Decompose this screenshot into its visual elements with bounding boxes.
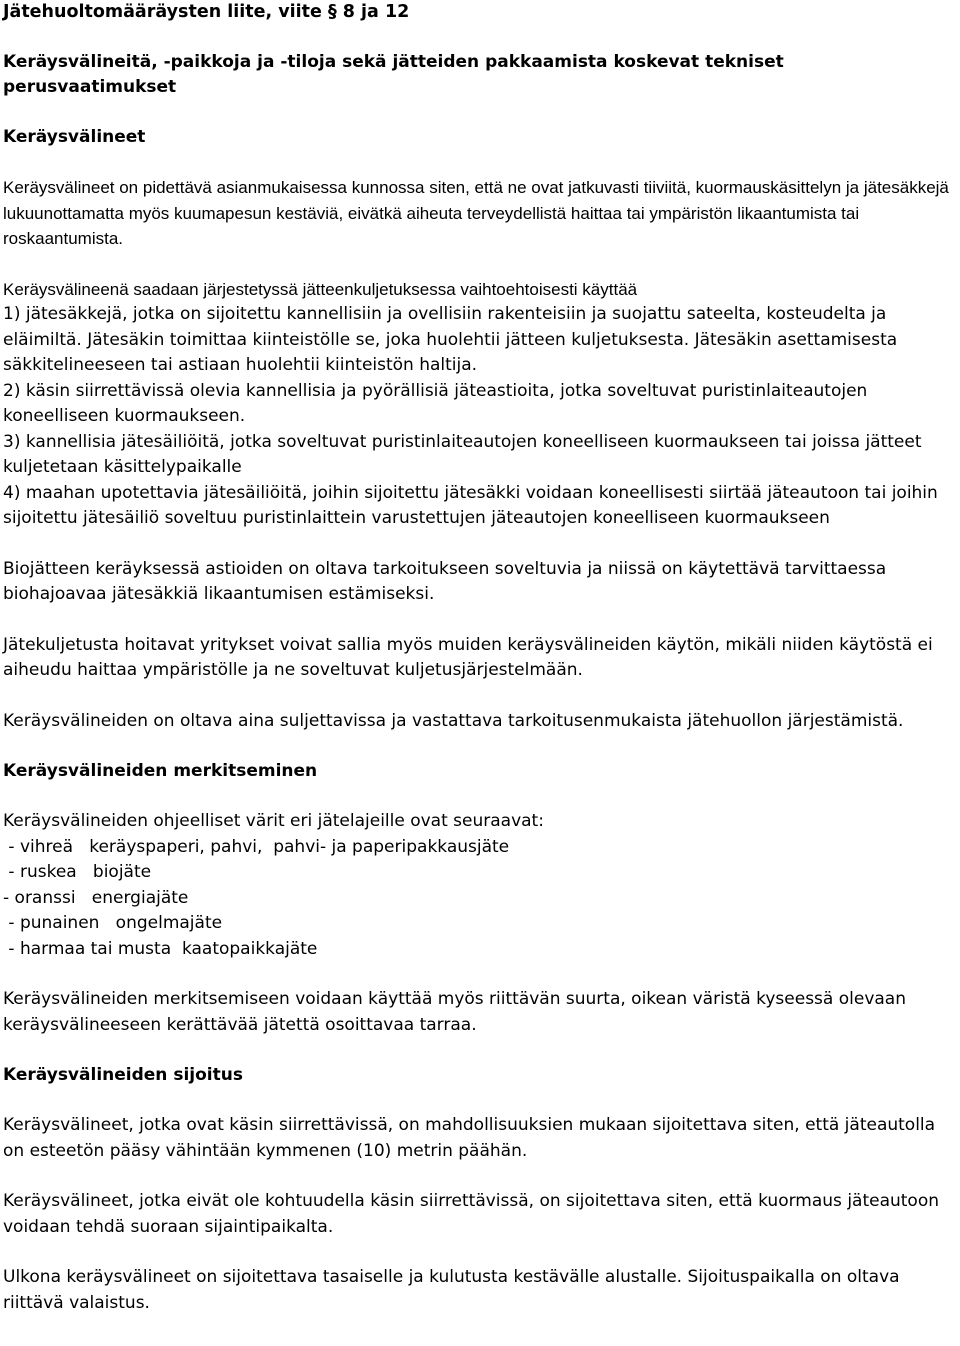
paragraph-sticker: Keräysvälineiden merkitsemiseen voidaan käyttää myös riittävän suurta, oikean väristä kyseessä olevaan keräysvälineeseen kerättävää jätettä osoittavaa tarraa. xyxy=(3,989,906,1035)
color-waste-type: kaatopaikkajäte xyxy=(181,938,318,959)
option-item-1-placement: Jätesäkin asettamisesta säkkitelineeseen tai astiaan huolehtii kiinteistön haltija. xyxy=(3,329,898,375)
color-name: vihreä xyxy=(19,836,74,857)
option-item-1-delivery: Jätesäkin toimittaa kiinteistölle se, joka huolehtii jätteen kuljetuksesta. xyxy=(87,329,690,350)
collection-options-list xyxy=(3,277,958,532)
color-waste-type: keräyspaperi, pahvi, pahvi- ja paperipakkausjäte xyxy=(89,836,510,857)
document-page xyxy=(3,0,958,1316)
document-title: Jätehuoltomääräysten liite, viite § 8 ja 12 xyxy=(3,2,410,22)
section-heading-keraysvalineet: Keräysvälineet xyxy=(3,127,146,147)
color-name: ruskea xyxy=(19,862,77,882)
color-waste-type: ongelmajäte xyxy=(115,913,223,933)
option-item-4: 4) maahan upotettavia jätesäiliöitä, joihin sijoitettu jätesäkki voidaan koneellisesti siirtää jäteautoon tai joihin sijoitettu jätesäiliö soveltuu puristinlaittein varustettujen jäteautojen koneelliseen kuormaukseen xyxy=(3,482,938,528)
color-name: harmaa tai musta xyxy=(19,938,172,959)
section-heading-sijoitus: Keräysvälineiden sijoitus xyxy=(3,1065,243,1085)
color-list-item xyxy=(3,937,958,963)
option-item-1-text: 1) jätesäkkejä, jotka on sijoitettu kannellisiin ja ovellisiin rakenteisiin ja suojattu sateelta, kosteudelta ja eläimiltä. xyxy=(3,304,887,350)
color-name: oranssi xyxy=(14,887,76,908)
option-item-2: 2) käsin siirrettävissä olevia kannellisia ja pyörällisiä jäteastioita, jotka soveltuvat puristinlaiteautojen koneelliseen kuormaukseen. xyxy=(3,380,868,426)
options-intro: Keräysvälineenä saadaan järjestetyssä jätteenkuljetuksessa vaihtoehtoisesti käyttää xyxy=(3,279,638,299)
paragraph-placement-outdoor: Ulkona keräysvälineet on sijoitettava tasaiselle ja kulutusta kestävälle alustalle. Sijoituspaikalla on oltava riittävä valaistus. xyxy=(3,1267,900,1313)
color-list-item xyxy=(3,835,958,861)
color-list-item xyxy=(3,860,958,886)
color-list-item xyxy=(3,886,958,912)
option-item-3: 3) kannellisia jätesäiliöitä, jotka soveltuvat puristinlaiteautojen koneelliseen kuormaukseen tai joissa jätteet kuljetetaan käsittelypaikalle xyxy=(3,431,922,477)
section-heading-merkitseminen: Keräysvälineiden merkitseminen xyxy=(3,761,318,781)
color-name: punainen xyxy=(19,913,100,933)
color-prefix: - xyxy=(3,887,15,908)
color-guide xyxy=(3,809,958,962)
option-item-1 xyxy=(3,302,958,379)
paragraph-condition: Keräysvälineet on pidettävä asianmukaisessa kunnossa siten, että ne ovat jatkuvasti tiiviitä, kuormauskäsittelyn ja jätesäkkejä lukuunottamatta myös kuumapesun kestäviä, eivätkä aiheuta terveydellistä haittaa tai ympäristön likaantumista tai roskaantumista. xyxy=(3,178,949,248)
color-gap xyxy=(77,862,93,882)
color-gap xyxy=(73,837,89,857)
paragraph-closable: Keräysvälineiden on oltava aina suljettavissa ja vastattava tarkoitusenmukaista jätehuollon järjestämistä. xyxy=(3,710,904,731)
color-prefix: - xyxy=(3,913,20,933)
color-waste-type: energiajäte xyxy=(91,887,189,908)
color-gap xyxy=(171,939,182,959)
color-guide-intro: Keräysvälineiden ohjeelliset värit eri jätelajeille ovat seuraavat: xyxy=(3,811,544,831)
color-waste-type: biojäte xyxy=(92,862,152,882)
color-prefix: - xyxy=(3,862,20,882)
paragraph-transport-companies: Jätekuljetusta hoitavat yritykset voivat sallia myös muiden keräysvälineiden käytön, mikäli niiden käytöstä ei aiheudu haittaa ympäristölle ja ne soveltuvat kuljetusjärjestelmään. xyxy=(3,634,933,680)
color-prefix: - xyxy=(3,836,20,857)
color-list xyxy=(3,835,958,963)
color-list-item xyxy=(3,911,958,937)
color-prefix: - xyxy=(3,938,20,959)
color-gap xyxy=(76,888,92,908)
paragraph-placement-movable: Keräysvälineet, jotka ovat käsin siirrettävissä, on mahdollisuuksien mukaan sijoitettava siten, että jäteautolla on esteetön pääsy vähintään kymmenen (10) metrin päähän. xyxy=(3,1115,936,1161)
document-subtitle: Keräysvälineitä, -paikkoja ja -tiloja sekä jätteiden pakkaamista koskevat tekniset perusvaatimukset xyxy=(3,52,784,97)
paragraph-biowaste: Biojätteen keräyksessä astioiden on oltava tarkoitukseen soveltuvia ja niissä on käytettävä tarvittaessa biohajoavaa jätesäkkiä likaantumisen estämiseksi. xyxy=(3,558,887,604)
paragraph-placement-fixed: Keräysvälineet, jotka eivät ole kohtuudella käsin siirrettävissä, on sijoitettava siten, että kuormaus jäteautoon voidaan tehdä suoraan sijaintipaikalta. xyxy=(3,1191,940,1237)
color-gap xyxy=(99,913,115,933)
